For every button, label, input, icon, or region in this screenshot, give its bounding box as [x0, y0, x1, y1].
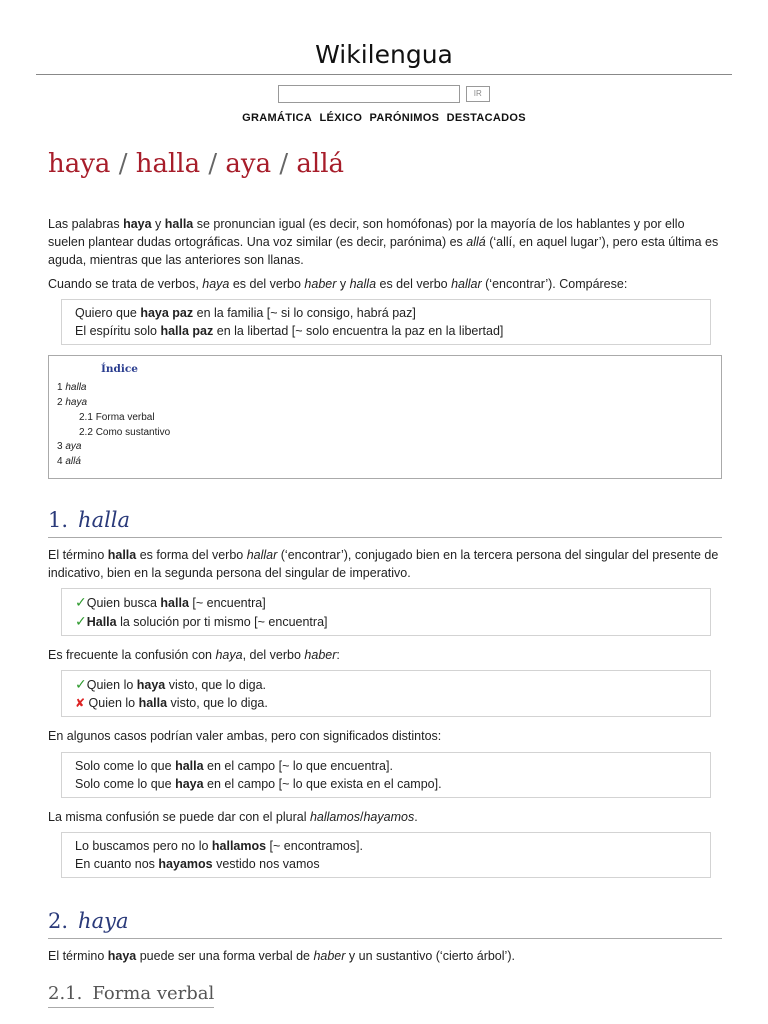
section1-paragraph-3: En algunos casos podrían valer ambas, pero con significados distintos: — [48, 729, 442, 744]
example-box-confusion — [61, 670, 711, 717]
search-input[interactable] — [278, 85, 460, 103]
nav-link-paronimos[interactable]: PARÓNIMOS — [369, 112, 440, 124]
table-of-contents — [48, 355, 722, 479]
main-nav — [0, 111, 768, 127]
title-separator: / — [279, 148, 289, 179]
example-box-ambas — [61, 752, 711, 798]
toc-item-halla[interactable]: 1 halla — [57, 382, 87, 394]
example-line: Solo come lo que haya en el campo [~ lo que exista en el campo]. — [75, 776, 442, 791]
toc-item-haya[interactable]: 2 haya — [57, 397, 88, 409]
example-box-plural — [61, 832, 711, 878]
check-icon: ✓ — [75, 613, 87, 630]
check-icon: ✓ — [75, 594, 87, 611]
search-bar — [0, 84, 768, 104]
nav-link-lexico[interactable]: LÉXICO — [319, 112, 363, 124]
check-icon: ✓ — [75, 676, 87, 693]
example-box-intro — [61, 299, 711, 345]
site-title[interactable]: Wikilengua — [36, 0, 732, 75]
example-line: Solo come lo que halla en el campo [~ lo que encuentra]. — [75, 758, 393, 773]
article-content — [48, 147, 722, 1008]
section1-paragraph-1: El término halla es forma del verbo hallar (‘encontrar’), conjugado bien en la tercera persona del singular del presente de indicativo, bien en la segunda persona del singular de imperativo. — [48, 548, 719, 581]
nav-link-gramatica[interactable]: GRAMÁTICA — [242, 112, 313, 124]
toc-item-alla[interactable]: 4 allá — [57, 456, 81, 468]
example-line: Quiero que haya paz en la familia [~ si lo consigo, habrá paz] — [75, 306, 416, 321]
example-line: ✓Quien busca halla [~ encuentra] — [75, 594, 266, 611]
example-box-halla — [61, 588, 711, 636]
page-title — [48, 147, 722, 181]
title-separator: / — [118, 148, 128, 179]
cross-icon: ✘ — [75, 696, 86, 711]
toc-item-forma-verbal[interactable]: 2.1 Forma verbal — [79, 411, 155, 423]
section1-paragraph-2: Es frecuente la confusión con haya, del verbo haber: — [48, 648, 340, 663]
example-line: ✓Quien lo haya visto, que lo diga. — [75, 676, 267, 693]
subsection-heading-forma-verbal: 2.1. Forma verbal — [48, 983, 214, 1008]
title-word-alla: allá — [296, 148, 345, 179]
example-line: Lo buscamos pero no lo hallamos [~ encontramos]. — [75, 838, 364, 853]
section2-paragraph-1: El término haya puede ser una forma verbal de haber y un sustantivo (‘cierto árbol’). — [48, 948, 515, 963]
example-line: El espíritu solo halla paz en la libertad [~ solo encuentra la paz en la libertad] — [75, 324, 504, 339]
section1-paragraph-4: La misma confusión se puede dar con el plural hallamos/hayamos. — [48, 809, 418, 824]
intro-paragraph-1: Las palabras haya y halla se pronuncian igual (es decir, son homófonas) por la mayoría de los hablantes y por ello suelen plantear dudas ortográficas. Una voz similar (es decir, parónima) es allá (‘allí, en aquel lugar’), pero esta última es aguda, mientras que las anteriores son llanas. — [48, 216, 719, 268]
section-heading-haya: 2. haya — [48, 908, 722, 939]
toc-title: Índice — [101, 363, 138, 376]
nav-link-destacados[interactable]: DESTACADOS — [446, 112, 526, 124]
title-separator: / — [208, 148, 218, 179]
search-button[interactable]: IR — [466, 86, 490, 102]
title-word-halla: halla — [135, 148, 201, 179]
section-heading-halla: 1. halla — [48, 507, 722, 538]
example-line: ✘ Quien lo halla visto, que lo diga. — [75, 696, 268, 711]
title-word-haya: haya — [48, 148, 111, 179]
toc-item-aya[interactable]: 3 aya — [57, 441, 82, 453]
example-line: En cuanto nos hayamos vestido nos vamos — [75, 856, 320, 871]
intro-paragraph-2: Cuando se trata de verbos, haya es del verbo haber y halla es del verbo hallar (‘encontrar’). Compárese: — [48, 277, 628, 292]
toc-item-como-sustantivo[interactable]: 2.2 Como sustantivo — [79, 426, 171, 438]
title-word-aya: aya — [225, 148, 272, 179]
example-line: ✓Halla la solución por ti mismo [~ encuentra] — [75, 613, 328, 630]
